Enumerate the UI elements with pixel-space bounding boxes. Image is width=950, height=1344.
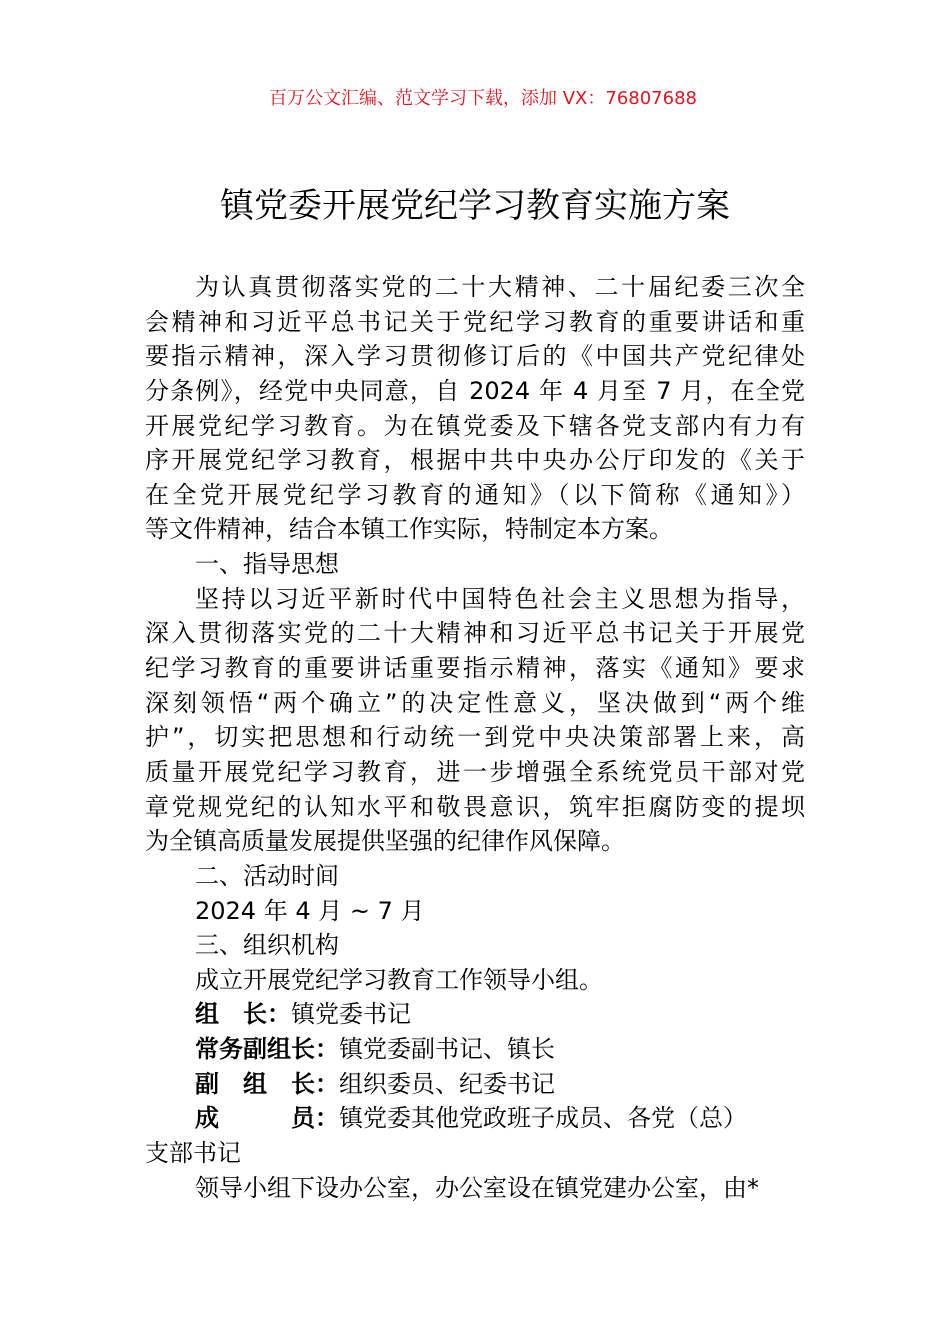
- text-line: 护”，切实把思想和行动统一到党中央决策部署上来，高: [145, 723, 805, 752]
- text-line: 会精神和习近平总书记关于党纪学习教育的重要讲话和重: [145, 307, 805, 336]
- text-line: 成立开展党纪学习教育工作领导小组。: [195, 965, 603, 994]
- text-line: 在全党开展党纪学习教育的通知》（以下简称《通知》）: [145, 480, 805, 509]
- section1-paragraph: [145, 582, 805, 859]
- text-line: 领导小组下设办公室，办公室设在镇党建办公室，由*: [195, 1173, 759, 1202]
- member-row: [145, 997, 805, 1032]
- text-line: 为全镇高质量发展提供坚强的纪律作风保障。: [145, 827, 625, 856]
- text-line: 要指示精神，深入学习贯彻修订后的《中国共产党纪律处: [145, 342, 805, 371]
- member-label: 组 长：: [195, 1000, 291, 1029]
- text-line: 为认真贯彻落实党的二十大精神、二十届纪委三次全: [195, 273, 805, 301]
- text-line: 深入贯彻落实党的二十大精神和习近平总书记关于开展党: [145, 619, 805, 648]
- activity-time: 2024 年 4 月 ~ 7 月: [195, 896, 425, 925]
- intro-paragraph: [145, 270, 805, 547]
- member-row: [145, 1032, 805, 1067]
- member-row: [145, 1101, 805, 1136]
- text-line: 深刻领悟“两个确立”的决定性意义，坚决做到“两个维: [145, 688, 805, 717]
- document-title: 镇党委开展党纪学习教育实施方案: [220, 186, 730, 226]
- member-label: 副 组 长：: [195, 1069, 339, 1098]
- text-line: 质量开展党纪学习教育，进一步增强全系统党员干部对党: [145, 757, 805, 786]
- member-label: 常务副组长：: [195, 1035, 339, 1064]
- member-value: 镇党委副书记、镇长: [339, 1035, 555, 1064]
- text-line: 开展党纪学习教育。为在镇党委及下辖各党支部内有力有: [145, 411, 805, 440]
- text-line: 章党规党纪的认知水平和敬畏意识，筑牢拒腐防变的提坝: [145, 792, 805, 821]
- document-body: [145, 270, 805, 1205]
- text-line: 坚持以习近平新时代中国特色社会主义思想为指导，: [195, 584, 805, 613]
- member-value: 镇党委其他党政班子成员、各党（总）: [339, 1104, 747, 1133]
- member-value: 组织委员、纪委书记: [339, 1069, 555, 1098]
- section-heading: 三、组织机构: [195, 931, 339, 960]
- text-line: 序开展党纪学习教育，根据中共中央办公厅印发的《关于: [145, 446, 805, 475]
- text-line: 等文件精神，结合本镇工作实际，特制定本方案。: [145, 515, 673, 544]
- text-line: 分条例》，经党中央同意，自 2024 年 4 月至 7 月，在全党: [145, 376, 805, 405]
- member-value: 镇党委书记: [291, 1000, 411, 1029]
- member-row: [145, 1067, 805, 1102]
- watermark-header: 百万公文汇编、范文学习下载，添加 VX：76807688: [269, 88, 697, 109]
- text-line: 纪学习教育的重要讲话重要指示精神，落实《通知》要求: [145, 654, 805, 683]
- text-line: 支部书记: [145, 1139, 241, 1168]
- member-label: 成 员：: [195, 1104, 339, 1133]
- section-heading: 一、指导思想: [195, 550, 339, 579]
- section-heading: 二、活动时间: [195, 861, 339, 890]
